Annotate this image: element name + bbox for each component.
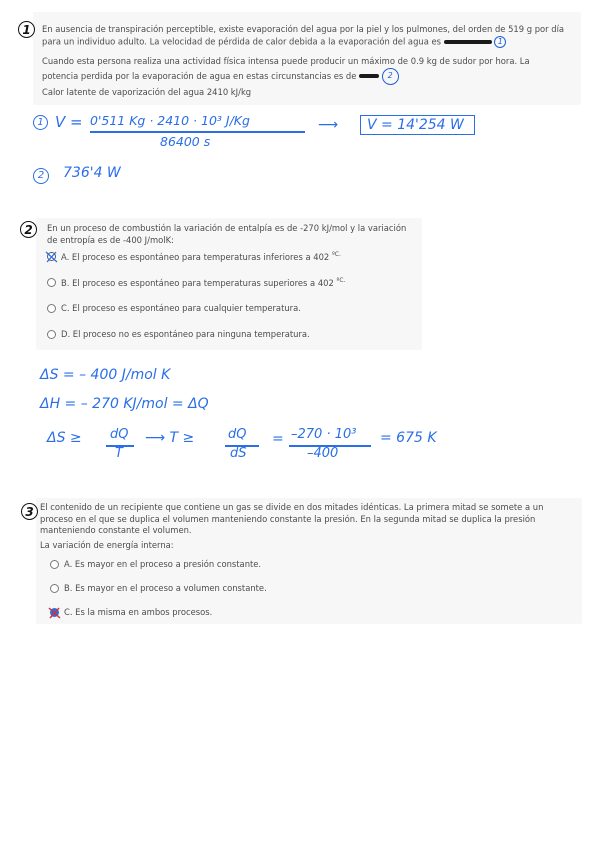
cross-mark-icon: [48, 607, 62, 619]
option-3a[interactable]: [50, 559, 261, 569]
question-1-statement: [42, 24, 567, 48]
question-3-number: 3: [21, 503, 38, 520]
redacted-answer: [359, 74, 379, 78]
radio-3b[interactable]: [50, 584, 59, 593]
option-3c-label: C. Es la misma en ambos procesos.: [64, 607, 213, 617]
option-2b-label: B. El proceso es espontáneo para temperaturas superiores a 402 $^{ºC.}$: [61, 277, 346, 288]
hw1-result-box: V = 14'254 W: [360, 115, 475, 135]
hw2-frac2-num: dQ: [228, 427, 247, 442]
question-3-statement: El contenido de un recipiente que contiene un gas se divide en dos mitades idénticas. La primera mitad se somete a un proceso en el que se duplica el volumen manteniendo constante la presión. En la segunda mitad se duplica la presión manteniendo constante el volumen.: [40, 502, 544, 536]
hw1-circle-label-1: 1: [33, 112, 48, 131]
hw2-frac1-num: dQ: [110, 427, 129, 442]
option-2a[interactable]: [47, 251, 341, 262]
option-2d[interactable]: [47, 329, 310, 339]
hw2-line-1: ΔS = – 400 J/mol K: [40, 367, 171, 383]
hw2-line-2: ΔH = – 270 KJ/mol = ΔQ: [40, 396, 209, 412]
question-3-subtext: La variación de energía interna:: [40, 540, 174, 550]
hw2-frac2-den: dS: [230, 446, 247, 461]
radio-2b[interactable]: [47, 278, 56, 287]
option-3c[interactable]: [50, 607, 212, 617]
hw1-circle-label-2: 2: [33, 165, 49, 184]
hw1-eq-left: V =: [55, 113, 83, 131]
redacted-answer: [444, 40, 492, 44]
radio-2c[interactable]: [47, 304, 56, 313]
question-1-number: 1: [18, 21, 35, 38]
option-2c[interactable]: [47, 303, 301, 313]
hw2-result: = 675 K: [380, 430, 437, 446]
hw2-frac3-den: –400: [307, 446, 339, 461]
hw2-line-3-left: ΔS ≥: [47, 430, 82, 446]
option-3b[interactable]: [50, 583, 267, 593]
hw2-frac3-num: –270 · 10³: [291, 427, 357, 442]
option-2b[interactable]: [47, 277, 345, 288]
question-1-text-b: Cuando esta persona realiza una actividad física intensa puede producir un máximo de 0.9 kg de sudor por hora. La potencia perdida por la evaporación de agua en estas circunstancias es de: [42, 56, 530, 81]
hw1-denominator: 86400 s: [160, 134, 211, 149]
question-2-number: 2: [20, 221, 37, 238]
question-2-statement: En un proceso de combustión la variación de entalpía es de -270 kJ/mol y la variación de entropía es de -400 J/molK:: [47, 223, 407, 245]
hw1-numerator: 0'511 Kg · 2410 · 10³ J/Kg: [90, 113, 250, 128]
option-2d-label: D. El proceso no es espontáneo para ninguna temperatura.: [61, 329, 310, 339]
hw1-arrow: ⟶: [318, 117, 339, 133]
radio-3c[interactable]: [50, 608, 59, 617]
question-1-note: Calor latente de vaporización del agua 2410 kJ/kg: [42, 87, 252, 97]
option-2c-label: C. El proceso es espontáneo para cualquier temperatura.: [61, 303, 301, 313]
option-2a-label: A. El proceso es espontáneo para temperaturas inferiores a 402 $^{ºC.}$: [61, 251, 341, 262]
hw2-equals: =: [272, 431, 284, 447]
option-3b-label: B. Es mayor en el proceso a volumen constante.: [64, 583, 267, 593]
cross-mark-icon: [45, 251, 59, 263]
radio-3a[interactable]: [50, 560, 59, 569]
hw2-frac1-den: T: [115, 446, 123, 461]
radio-2d[interactable]: [47, 330, 56, 339]
radio-2a[interactable]: [47, 252, 56, 261]
answer-marker-1: 1: [494, 36, 506, 48]
answer-marker-2: 2: [382, 68, 399, 85]
question-1-text-a: En ausencia de transpiración perceptible, existe evaporación del agua por la piel y los pulmones, del orden de 519 g por día para un individuo adulto. La velocidad de pérdida de calor debida a la evaporación del agua es: [42, 24, 565, 47]
hw1-fraction-bar: [90, 131, 305, 133]
question-1-part-b: [42, 56, 567, 85]
hw1-answer-2: 736'4 W: [63, 165, 121, 181]
option-3a-label: A. Es mayor en el proceso a presión constante.: [64, 559, 262, 569]
hw2-line-3-mid: ⟶ T ≥: [145, 430, 195, 446]
